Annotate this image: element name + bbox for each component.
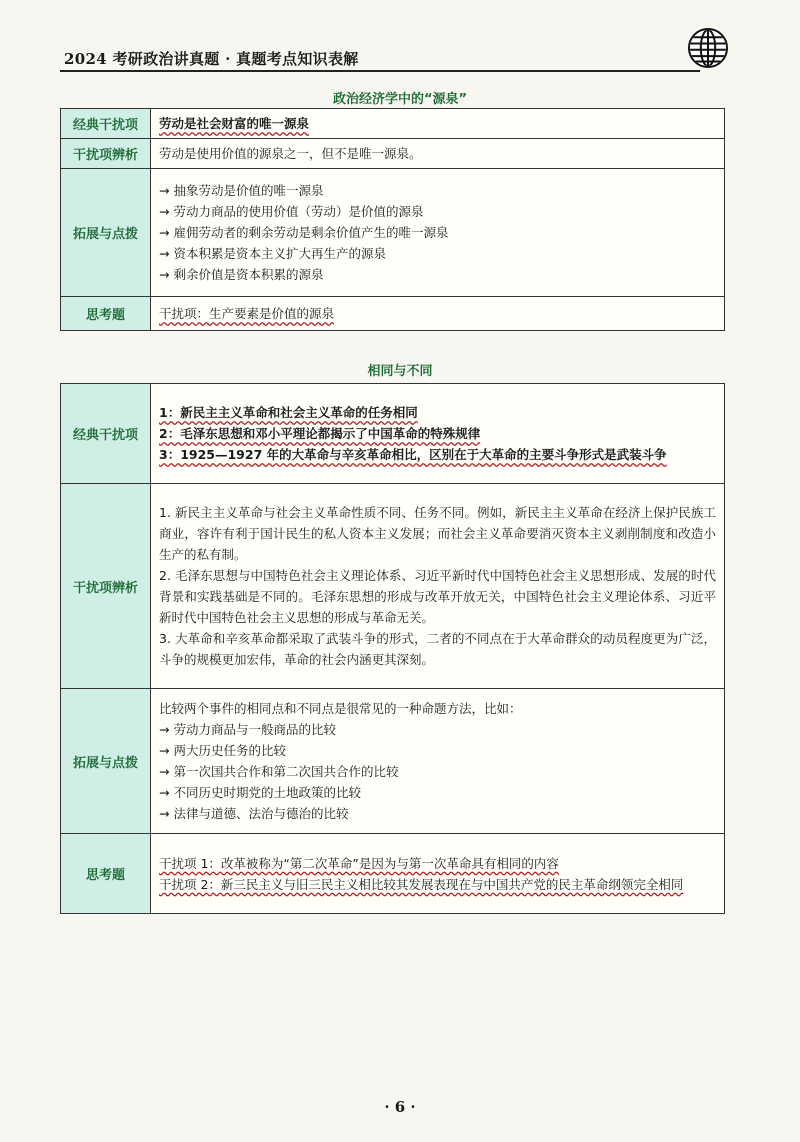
label-classic: 经典干扰项 <box>61 109 151 139</box>
analysis-paragraph: 2. 毛泽东思想与中国特色社会主义理论体系、习近平新时代中国特色社会主义思想形成、发展的时代背景和实践基础是不同的。毛泽东思想的形成与改革开放无关，中国特色社会主义理论体系、习近平新时代中国特色社会主义思想的形成与革命无关。 <box>159 568 716 625</box>
classic-item: 劳动是社会财富的唯一源泉 <box>159 116 310 131</box>
expand-item: → 劳动力商品与一般商品的比较 <box>159 722 336 737</box>
expand-item: → 剩余价值是资本积累的源泉 <box>159 267 324 282</box>
row-analysis <box>61 484 725 689</box>
analysis-paragraph: 1. 新民主主义革命与社会主义革命性质不同、任务不同。例如，新民主主义革命在经济上保护民族工商业，容许有利于国计民生的私人资本主义发展；而社会主义革命要消灭资本主义剥削制度和改造小生产的私有制。 <box>159 505 716 562</box>
classic-item: 1：新民主主义革命和社会主义革命的任务相同 <box>159 405 418 420</box>
classic-item: 3：1925—1927 年的大革命与辛亥革命相比，区别在于大革命的主要斗争形式是武装斗争 <box>159 447 667 462</box>
header-title: 2024 考研政治讲真题 · 真题考点知识表解 <box>64 50 359 68</box>
label-analysis: 干扰项辨析 <box>61 139 151 169</box>
question-content <box>151 834 725 914</box>
analysis-paragraph: 3. 大革命和辛亥革命都采取了武装斗争的形式，二者的不同点在于大革命群众的动员程度更为广泛，斗争的规模更加宏伟，革命的社会内涵更其深刻。 <box>159 631 716 667</box>
analysis-content <box>151 139 725 169</box>
label-analysis: 干扰项辨析 <box>61 484 151 689</box>
expand-item: → 法律与道德、法治与德治的比较 <box>159 806 349 821</box>
expand-content <box>151 689 725 834</box>
label-expand: 拓展与点拨 <box>61 169 151 297</box>
question-content <box>151 297 725 331</box>
row-question <box>61 834 725 914</box>
expand-item: → 两大历史任务的比较 <box>159 743 286 758</box>
classic-item: 2：毛泽东思想和邓小平理论都揭示了中国革命的特殊规律 <box>159 426 481 441</box>
expand-item: → 雇佣劳动者的剩余劳动是剩余价值产生的唯一源泉 <box>159 225 449 240</box>
expand-content <box>151 169 725 297</box>
knowledge-table-same-different <box>60 383 725 914</box>
page-number: · 6 · <box>384 1098 416 1116</box>
knowledge-table-sources <box>60 108 725 331</box>
expand-item: → 抽象劳动是价值的唯一源泉 <box>159 183 324 198</box>
row-question <box>61 297 725 331</box>
expand-item: → 不同历史时期党的土地政策的比较 <box>159 785 361 800</box>
header-rule <box>60 70 700 72</box>
expand-intro: 比较两个事件的相同点和不同点是很常见的一种命题方法，比如： <box>159 701 522 716</box>
expand-item: → 资本积累是资本主义扩大再生产的源泉 <box>159 246 386 261</box>
analysis-item: 劳动是使用价值的源泉之一，但不是唯一源泉。 <box>159 146 422 161</box>
question-item: 干扰项 1：改革被称为“第二次革命”是因为与第一次革命具有相同的内容 <box>159 855 559 871</box>
globe-icon <box>688 28 728 68</box>
section-title-same-different: 相同与不同 <box>367 364 433 379</box>
row-expand <box>61 169 725 297</box>
row-analysis <box>61 139 725 169</box>
question-item: 干扰项 2：新三民主义与旧三民主义相比较其发展表现在与中国共产党的民主革命纲领完全相同 <box>159 876 684 892</box>
label-question: 思考题 <box>61 297 151 331</box>
analysis-content <box>151 484 725 689</box>
expand-item: → 劳动力商品的使用价值（劳动）是价值的源泉 <box>159 204 424 219</box>
section-title-sources: 政治经济学中的“源泉” <box>332 92 468 107</box>
row-classic <box>61 109 725 139</box>
expand-item: → 第一次国共合作和第二次国共合作的比较 <box>159 764 399 779</box>
row-classic <box>61 384 725 484</box>
page-header <box>60 46 750 76</box>
question-item: 干扰项：生产要素是价值的源泉 <box>159 306 335 321</box>
row-expand <box>61 689 725 834</box>
classic-content <box>151 109 725 139</box>
label-expand: 拓展与点拨 <box>61 689 151 834</box>
classic-content <box>151 384 725 484</box>
label-question: 思考题 <box>61 834 151 914</box>
label-classic: 经典干扰项 <box>61 384 151 484</box>
